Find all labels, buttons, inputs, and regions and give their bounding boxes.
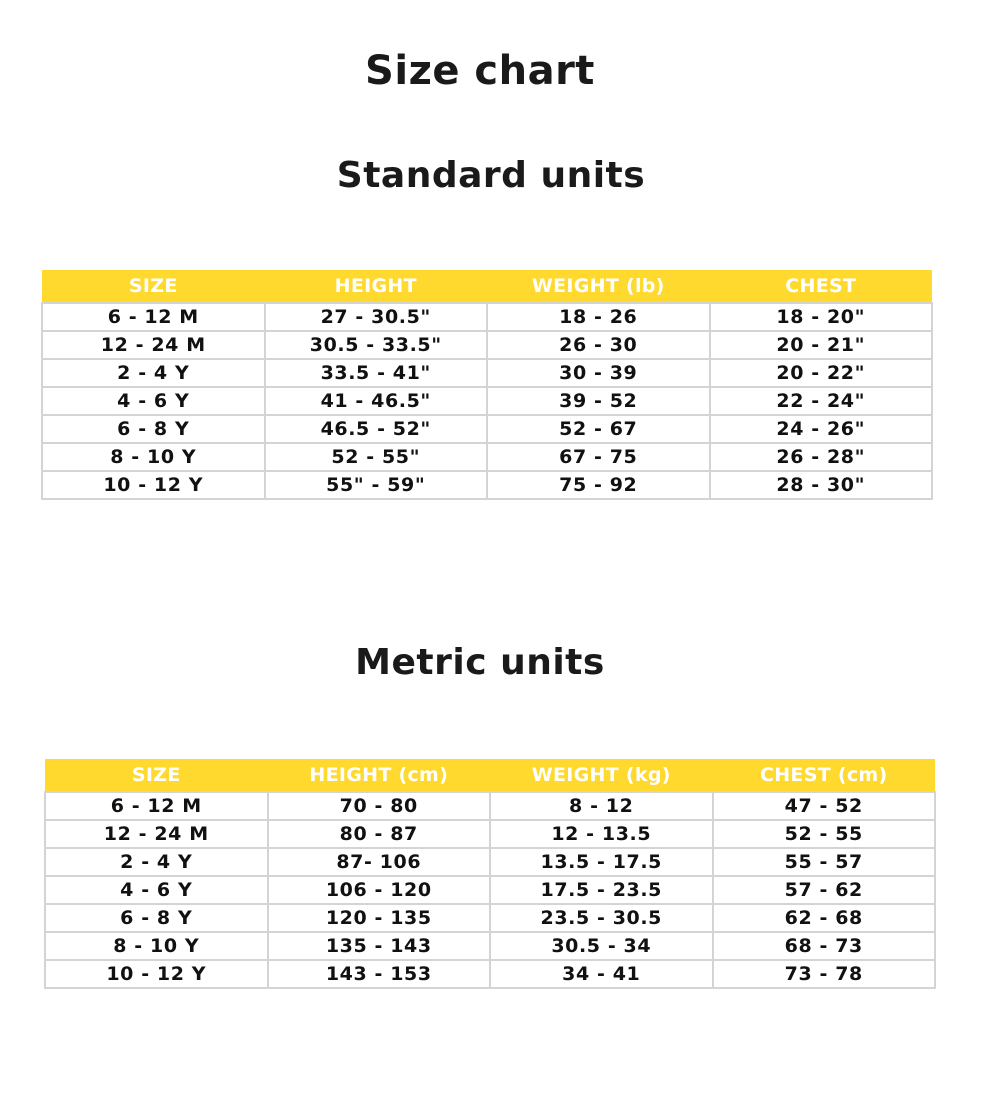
height-cell: 87- 106 xyxy=(268,848,491,876)
column-header-size: SIZE xyxy=(42,270,265,303)
weight-cell: 30 - 39 xyxy=(487,359,710,387)
column-header-height: HEIGHT xyxy=(265,270,488,303)
weight-cell: 13.5 - 17.5 xyxy=(490,848,713,876)
table-row xyxy=(45,792,935,820)
height-cell: 120 - 135 xyxy=(268,904,491,932)
chest-cell: 52 - 55 xyxy=(713,820,936,848)
height-cell: 41 - 46.5" xyxy=(265,387,488,415)
chest-cell: 18 - 20" xyxy=(710,303,933,331)
table-row xyxy=(45,960,935,988)
height-cell: 52 - 55" xyxy=(265,443,488,471)
column-header-chest: CHEST xyxy=(710,270,933,303)
chest-cell: 68 - 73 xyxy=(713,932,936,960)
height-cell: 27 - 30.5" xyxy=(265,303,488,331)
page-title: Size chart xyxy=(365,48,595,94)
chest-cell: 24 - 26" xyxy=(710,415,933,443)
weight-cell: 34 - 41 xyxy=(490,960,713,988)
table-row xyxy=(42,415,932,443)
height-cell: 55" - 59" xyxy=(265,471,488,499)
weight-cell: 30.5 - 34 xyxy=(490,932,713,960)
size-cell: 8 - 10 Y xyxy=(42,443,265,471)
weight-cell: 17.5 - 23.5 xyxy=(490,876,713,904)
size-cell: 4 - 6 Y xyxy=(42,387,265,415)
size-cell: 8 - 10 Y xyxy=(45,932,268,960)
column-header-weight: WEIGHT (lb) xyxy=(487,270,710,303)
table-row xyxy=(45,904,935,932)
weight-cell: 75 - 92 xyxy=(487,471,710,499)
table-header-row xyxy=(42,270,932,303)
table-row xyxy=(45,876,935,904)
chest-cell: 20 - 21" xyxy=(710,331,933,359)
table-row xyxy=(42,387,932,415)
table-row xyxy=(45,932,935,960)
height-cell: 143 - 153 xyxy=(268,960,491,988)
height-cell: 80 - 87 xyxy=(268,820,491,848)
height-cell: 106 - 120 xyxy=(268,876,491,904)
weight-cell: 23.5 - 30.5 xyxy=(490,904,713,932)
size-cell: 10 - 12 Y xyxy=(45,960,268,988)
weight-cell: 67 - 75 xyxy=(487,443,710,471)
metric-size-table xyxy=(44,759,936,989)
weight-cell: 18 - 26 xyxy=(487,303,710,331)
size-cell: 10 - 12 Y xyxy=(42,471,265,499)
table-row xyxy=(42,359,932,387)
height-cell: 70 - 80 xyxy=(268,792,491,820)
weight-cell: 8 - 12 xyxy=(490,792,713,820)
chest-cell: 26 - 28" xyxy=(710,443,933,471)
chest-cell: 22 - 24" xyxy=(710,387,933,415)
size-cell: 6 - 12 M xyxy=(45,792,268,820)
chest-cell: 47 - 52 xyxy=(713,792,936,820)
weight-cell: 39 - 52 xyxy=(487,387,710,415)
height-cell: 33.5 - 41" xyxy=(265,359,488,387)
chest-cell: 20 - 22" xyxy=(710,359,933,387)
height-cell: 46.5 - 52" xyxy=(265,415,488,443)
weight-cell: 26 - 30 xyxy=(487,331,710,359)
table-row xyxy=(45,820,935,848)
weight-cell: 52 - 67 xyxy=(487,415,710,443)
size-cell: 2 - 4 Y xyxy=(45,848,268,876)
column-header-height: HEIGHT (cm) xyxy=(268,759,491,792)
size-cell: 6 - 8 Y xyxy=(45,904,268,932)
size-cell: 2 - 4 Y xyxy=(42,359,265,387)
table-row xyxy=(42,443,932,471)
standard-size-table xyxy=(41,270,933,500)
height-cell: 30.5 - 33.5" xyxy=(265,331,488,359)
size-cell: 6 - 12 M xyxy=(42,303,265,331)
weight-cell: 12 - 13.5 xyxy=(490,820,713,848)
size-cell: 12 - 24 M xyxy=(42,331,265,359)
column-header-size: SIZE xyxy=(45,759,268,792)
size-cell: 4 - 6 Y xyxy=(45,876,268,904)
table-header-row xyxy=(45,759,935,792)
column-header-chest: CHEST (cm) xyxy=(713,759,936,792)
table-row xyxy=(45,848,935,876)
chest-cell: 73 - 78 xyxy=(713,960,936,988)
table-row xyxy=(42,471,932,499)
chest-cell: 28 - 30" xyxy=(710,471,933,499)
table-row xyxy=(42,331,932,359)
height-cell: 135 - 143 xyxy=(268,932,491,960)
metric-units-heading: Metric units xyxy=(355,642,605,683)
table-row xyxy=(42,303,932,331)
column-header-weight: WEIGHT (kg) xyxy=(490,759,713,792)
chest-cell: 55 - 57 xyxy=(713,848,936,876)
chest-cell: 57 - 62 xyxy=(713,876,936,904)
size-cell: 12 - 24 M xyxy=(45,820,268,848)
chest-cell: 62 - 68 xyxy=(713,904,936,932)
size-cell: 6 - 8 Y xyxy=(42,415,265,443)
standard-units-heading: Standard units xyxy=(336,155,646,196)
